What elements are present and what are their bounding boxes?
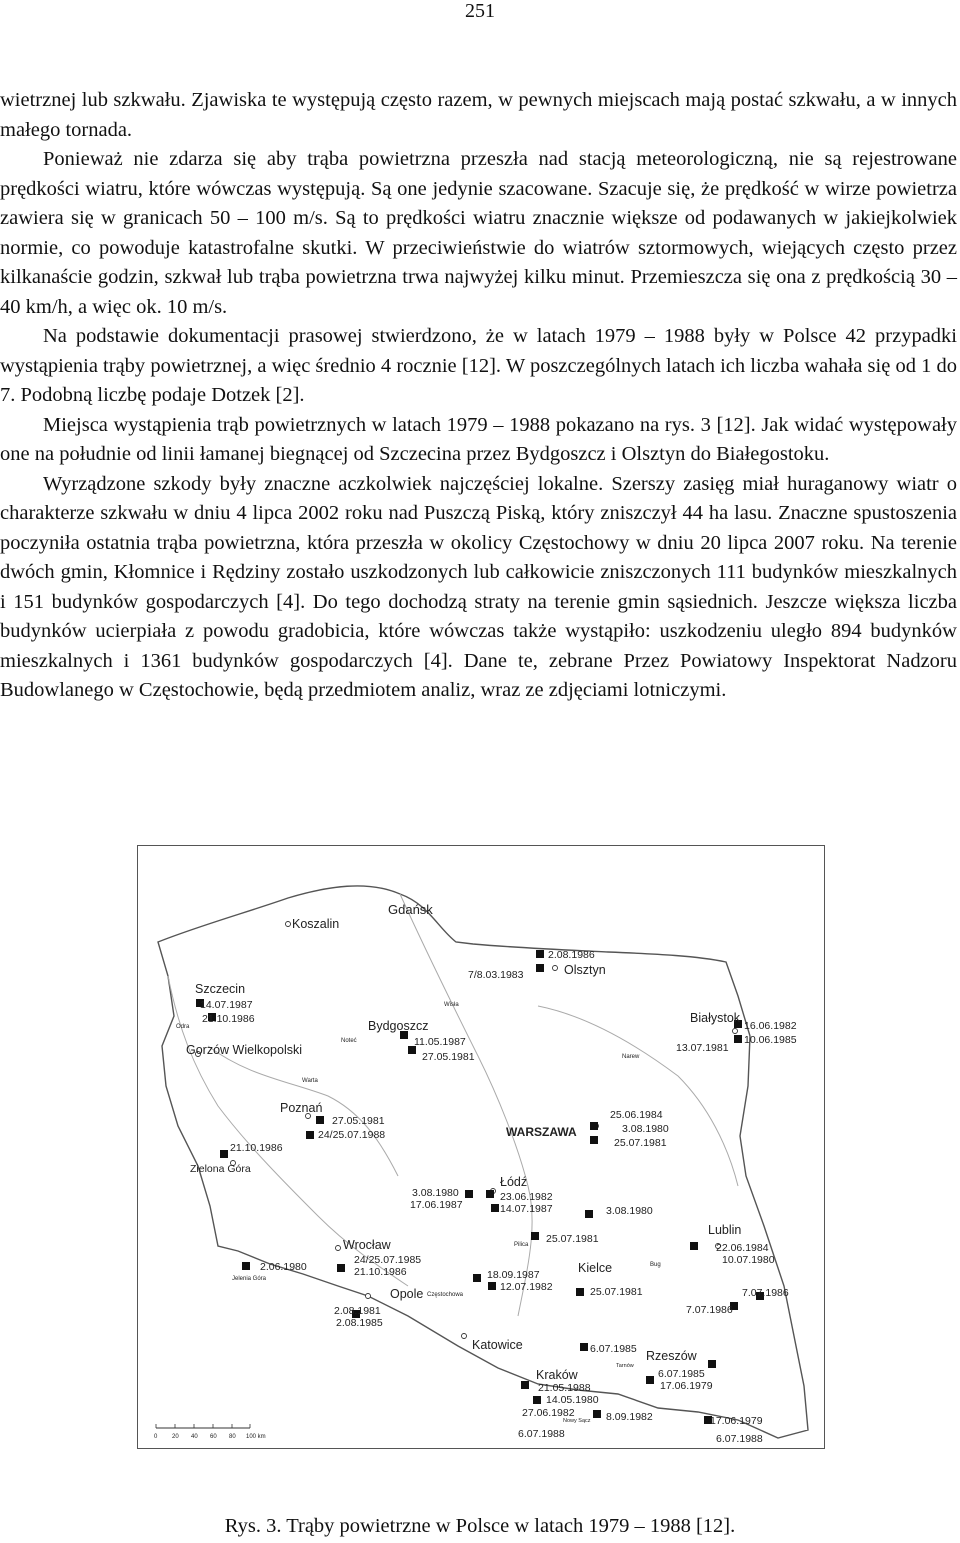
event-date: 2.08.1981 bbox=[334, 1305, 381, 1317]
scale-bar bbox=[154, 1424, 266, 1440]
label-river-notec: Noteć bbox=[341, 1038, 357, 1044]
event-date: 2.08.1985 bbox=[336, 1317, 383, 1329]
event-date: 25.07.1981 bbox=[614, 1137, 667, 1149]
label-gdansk: Gdańsk bbox=[388, 902, 433, 917]
event-date: 7.07.1986 bbox=[742, 1287, 789, 1299]
event-date: 10.06.1985 bbox=[744, 1034, 797, 1046]
paragraph: Ponieważ nie zdarza się aby trąba powietrzna przeszła nad stacją meteorologiczną, nie są rejestrowane prędkości wiatru, które wówczas występują. Są one jedynie szacowane. Szacuje się, że prędkość w wirze powietrza zawiera się w granicach 50 – 100 m/s. Są to prędkości wiatru znacznie większe od podawanych w jakiejkolwiek normie, co powoduje katastrofalne skutki. W przeciwieństwie do wiatrów sztormowych, wiejących często przez kilkanaście godzin, szkwał lub trąba powietrzna trwa najwyżej kilku minut. Przemieszcza się ona z prędkością 30 – 40 km/h, a więc ok. 10 m/s. bbox=[0, 148, 957, 318]
label-olsztyn: Olsztyn bbox=[564, 963, 606, 977]
body-text bbox=[0, 86, 957, 706]
event-date: 17.06.1987 bbox=[410, 1199, 463, 1211]
paragraph: Wyrządzone szkody były znaczne aczkolwiek najczęściej lokalne. Szerszy zasięg miał huraganowy wiatr o charakterze szkwału w dniu 4 lipca 2002 roku nad Puszczą Piską, który zniszczył 44 ha lasu. Znaczne spustoszenia poczyniła ostatnia trąba powietrzna, która przeszła w okolicy Częstochowy w dniu 20 lipca 2007 roku. Na terenie dwóch gmin, Kłomnice i Rędziny zostało uszkodzonych lub całkowicie zniszczonych 111 budynków mieszkalnych i 151 budynków gospodarczych [4]. Do tego dochodzą straty na terenie gmin sąsiednich. Jeszcze większa liczba budynków ucierpiała z powodu gradobicia, które wówczas także wystąpiło: uszkodzeniu uległo 894 budynków mieszkalnych i 1361 budynków gospodarczych [4]. Dane te, zebrane Przez Powiatowy Inspektorat Nadzoru Budowlanego w Częstochowie, będą przedmiotem analiz, wraz ze zdjęciami lotniczymi. bbox=[0, 472, 957, 701]
event-date: 13.07.1981 bbox=[676, 1042, 729, 1054]
label-czestochowa: Częstochowa bbox=[427, 1292, 464, 1298]
label-river-wisla: Wisła bbox=[444, 1002, 459, 1008]
event-date: 7.07.1986 bbox=[686, 1304, 733, 1316]
event-date: 6.07.1988 bbox=[518, 1428, 565, 1440]
event-date: 3.08.1980 bbox=[412, 1187, 459, 1199]
label-opole: Opole bbox=[390, 1287, 424, 1301]
event-date: 6.07.1985 bbox=[590, 1343, 637, 1355]
event-date: 24/25.07.1985 bbox=[354, 1254, 422, 1266]
event-date: 8.09.1982 bbox=[606, 1411, 653, 1423]
paragraph: Miejsca wystąpienia trąb powietrznych w latach 1979 – 1988 pokazano na rys. 3 [12]. Jak widać występowały one na południe od linii łamanej biegnącej od Szczecina przez Bydgoszcz i Olsztyn do Białegostoku. bbox=[0, 413, 957, 465]
label-poznan: Poznań bbox=[280, 1101, 323, 1115]
event-date: 25.06.1984 bbox=[610, 1109, 663, 1121]
scale-tick: 60 bbox=[210, 1434, 217, 1440]
event-date: 25.07.1981 bbox=[590, 1286, 643, 1298]
page-number: 251 bbox=[465, 0, 495, 22]
event-date: 24/25.07.1988 bbox=[318, 1129, 386, 1141]
event-date: 3.08.1980 bbox=[622, 1123, 669, 1135]
event-date: 17.06.1979 bbox=[710, 1415, 763, 1427]
scale-tick: 0 bbox=[154, 1434, 158, 1440]
scale-tick: 100 km bbox=[246, 1434, 266, 1440]
figure-map-poland bbox=[137, 845, 825, 1449]
event-date: 21.05.1988 bbox=[538, 1382, 591, 1394]
event-date: 17.06.1979 bbox=[660, 1380, 713, 1392]
event-date: 21.10.1986 bbox=[230, 1142, 283, 1154]
event-date: 7/8.03.1983 bbox=[468, 969, 524, 981]
label-katowice: Katowice bbox=[472, 1338, 523, 1352]
label-lublin: Lublin bbox=[708, 1223, 742, 1237]
label-river-warta: Warta bbox=[302, 1078, 318, 1084]
event-date: 12.07.1982 bbox=[500, 1281, 553, 1293]
event-date: 14.07.1987 bbox=[200, 999, 253, 1011]
label-jelenia-gora: Jelenia Góra bbox=[232, 1276, 267, 1282]
figure-caption: Rys. 3. Trąby powietrzne w Polsce w latach 1979 – 1988 [12]. bbox=[224, 1515, 736, 1537]
event-date: 23.06.1982 bbox=[500, 1191, 553, 1203]
event-date: 2.08.1986 bbox=[548, 949, 595, 961]
event-date: 16.06.1982 bbox=[744, 1020, 797, 1032]
event-date: 6.07.1988 bbox=[716, 1433, 763, 1445]
label-rzeszow: Rzeszów bbox=[646, 1349, 697, 1363]
scale-tick: 20 bbox=[172, 1434, 179, 1440]
event-date: 3.08.1980 bbox=[606, 1205, 653, 1217]
event-date: 14.05.1980 bbox=[546, 1394, 599, 1406]
label-gorzow: Gorzów Wielkopolski bbox=[186, 1043, 303, 1057]
event-date: 14.07.1987 bbox=[500, 1203, 553, 1215]
event-date: 27.05.1981 bbox=[332, 1115, 385, 1127]
event-date: 21.10.1986 bbox=[202, 1013, 255, 1025]
event-date: 11.05.1987 bbox=[414, 1036, 466, 1048]
paragraph-continued: wietrznej lub szkwału. Zjawiska te występują często razem, w pewnych miejscach mają postać szkwału, a w innych małego tornada. bbox=[0, 89, 957, 141]
label-kielce: Kielce bbox=[578, 1261, 613, 1275]
label-river-narew: Narew bbox=[622, 1054, 640, 1060]
event-date: 21.10.1986 bbox=[354, 1266, 407, 1278]
paragraph: Na podstawie dokumentacji prasowej stwierdzono, że w latach 1979 – 1988 były w Polsce 42 przypadki wystąpienia trąby powietrznej, a więc średnio 4 rocznie [12]. W poszczególnych latach ich liczba wahała się od 1 do 7. Podobną liczbę podaje Dotzek [2]. bbox=[0, 325, 957, 406]
river-bug bbox=[538, 1006, 738, 1186]
label-krakow: Kraków bbox=[536, 1368, 578, 1382]
label-warszawa: WARSZAWA bbox=[506, 1125, 577, 1139]
label-river-bug: Bug bbox=[650, 1262, 661, 1268]
label-lodz: Łódź bbox=[500, 1175, 528, 1189]
event-date: 22.06.1984 bbox=[716, 1242, 769, 1254]
label-river-odra: Odra bbox=[176, 1024, 190, 1030]
event-date: 25.07.1981 bbox=[546, 1233, 599, 1245]
event-date: 10.07.1980 bbox=[722, 1254, 775, 1266]
river-wisla bbox=[400, 894, 532, 1316]
event-date: 6.07.1985 bbox=[658, 1368, 705, 1380]
scale-tick: 40 bbox=[191, 1434, 198, 1440]
label-szczecin: Szczecin bbox=[195, 982, 246, 996]
label-bialystok: Białystok bbox=[690, 1011, 741, 1025]
event-date: 2.06.1980 bbox=[260, 1261, 307, 1273]
label-nowy-sacz: Nowy Sącz bbox=[563, 1418, 591, 1424]
label-river-pilica: Pilica bbox=[514, 1242, 529, 1248]
label-bydgoszcz: Bydgoszcz bbox=[368, 1019, 429, 1033]
label-tarnow: Tarnów bbox=[616, 1363, 634, 1369]
event-date: 27.05.1981 bbox=[422, 1051, 475, 1063]
label-zielona-gora: Zielona Góra bbox=[190, 1163, 251, 1175]
map-svg bbox=[138, 846, 824, 1448]
label-wroclaw: Wrocław bbox=[343, 1238, 391, 1252]
scale-tick: 80 bbox=[229, 1434, 236, 1440]
label-koszalin: Koszalin bbox=[292, 917, 340, 931]
event-date: 27.06.1982 bbox=[522, 1407, 575, 1419]
event-date: 18.09.1987 bbox=[487, 1269, 540, 1281]
